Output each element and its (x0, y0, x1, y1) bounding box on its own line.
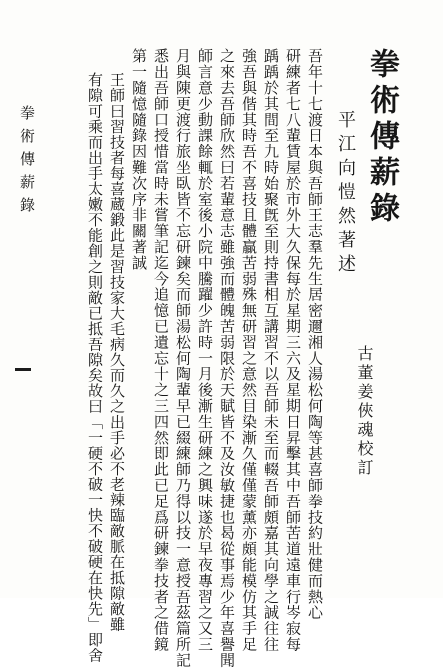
quote-column-1: 王師曰習技者每喜蔵鍛此是習技家大毛病久而久之出手必不老辣臨敵脈在抵隙敵雖 (108, 72, 126, 632)
body-column-4: 強吾與偕其時吾不喜技且體贏苦弱殊無研習之意然目染漸久僅僅蒙薰亦頗能模仿其手足 (240, 48, 258, 653)
running-header: 拳術傳薪錄 (18, 105, 36, 220)
body-column-1: 吾年十七渡日本與吾師王志羣先生居密邇湘人湯松何陶等甚喜師拳技約壯健而熱心 (306, 48, 324, 621)
body-column-2: 研練者七八輩賃屋於市外大久保每於星期三六及星期日昇擊其中吾師苦道遠車行岑寂每 (284, 48, 302, 653)
quote-column-2: 有隙可乘而出手太嫩不能創之則敵已抵吾隙矣故曰「一硬不破一快不破硬在快先」即舍 (86, 72, 104, 663)
page-marker (15, 368, 31, 371)
body-column-3: 踽踽於其間至九時始聚旣至則持書相互講習不以吾師未至而輟吾師頗嘉其向學之誠往往 (262, 48, 280, 653)
section-label: 第一隨憶隨錄因難次序非關著誠 (130, 48, 148, 271)
body-column-8: 悉出吾師口授惜當時未嘗筆記迄今追憶已遺忘十之三四然即此已足爲研鍊拳技者之借鏡 (152, 48, 170, 653)
body-column-6: 師言意少動課餘輒於室後小院中騰躍少許時一月後漸生研練之興味遂於早夜專習之又三 (196, 48, 214, 653)
body-column-5: 之來去吾師欣然曰若輩意志雖強而體魄苦弱限於天賦皆不及汝敏捷也曷從事焉少年喜譽聞 (218, 48, 236, 668)
book-title: 拳術傳薪錄 (364, 48, 399, 228)
editor-line: 古董姜俠魂校訂 (355, 345, 374, 478)
body-column-7: 月與陳更渡行旅坐臥皆不忘研鍊矣而師湯松何陶輩早已綴練師乃得以技一意授吾茲篇所記 (174, 48, 192, 668)
author-line: 平江向愷然著述 (335, 110, 356, 278)
